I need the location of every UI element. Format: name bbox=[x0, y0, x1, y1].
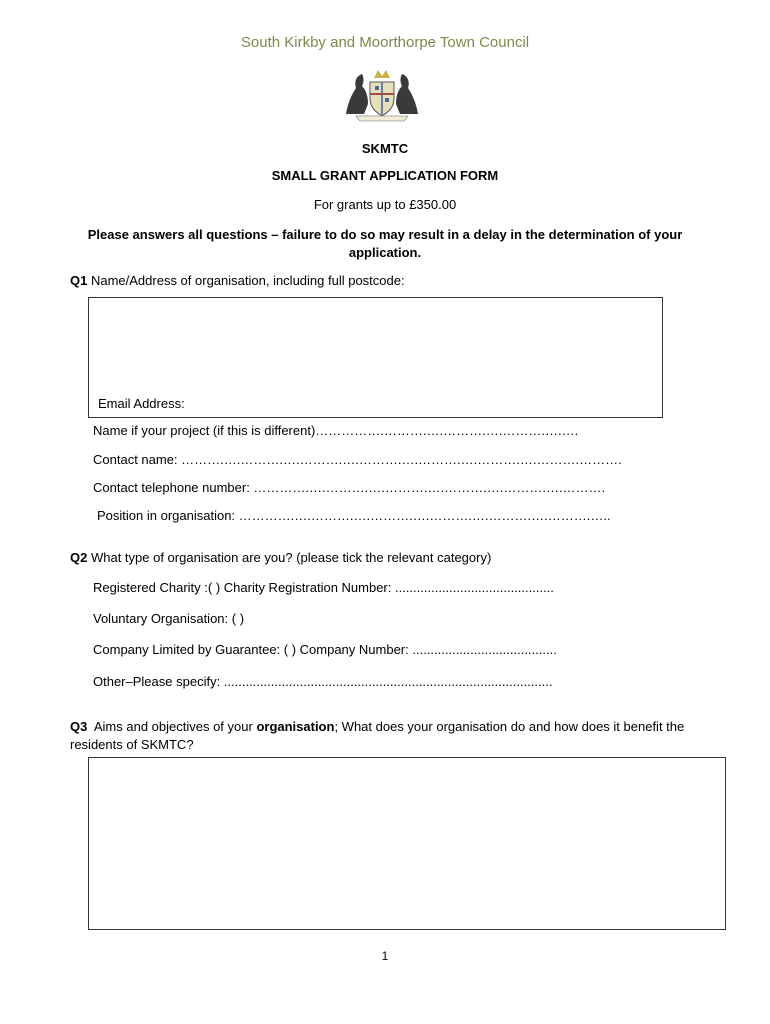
company-guarantee-line[interactable]: Company Limited by Guarantee: ( ) Company Number: ........................................ bbox=[93, 642, 557, 657]
q3-text-after: ; What does your organisation do and how does it benefit the residents of SKMTC? bbox=[70, 719, 685, 752]
grant-limit: For grants up to £350.00 bbox=[313, 197, 457, 212]
q1-address-box[interactable] bbox=[88, 297, 663, 418]
q3-text-before: Aims and objectives of your bbox=[93, 719, 257, 734]
q2-number: Q2 bbox=[70, 550, 88, 565]
other-specify-line[interactable]: Other–Please specify: ........................................................................................... bbox=[93, 674, 553, 689]
q1-question bbox=[70, 273, 405, 288]
position-line[interactable]: Position in organisation: ………….….……….….……….….……….….……….….……….….. bbox=[97, 508, 611, 523]
registered-charity-line[interactable]: Registered Charity :( ) Charity Registration Number: ............................................ bbox=[93, 580, 554, 595]
page-number: 1 bbox=[381, 949, 389, 963]
voluntary-organisation-line[interactable]: Voluntary Organisation: ( ) bbox=[93, 611, 245, 626]
q1-number: Q1 bbox=[70, 273, 88, 288]
q1-text: Name/Address of organisation, including full postcode: bbox=[90, 273, 405, 288]
email-label: Email Address: bbox=[98, 396, 185, 411]
q3-answer-box[interactable] bbox=[88, 757, 726, 930]
instruction-notice: Please answers all questions – failure to do so may result in a delay in the determination of your application. bbox=[87, 227, 683, 260]
council-name: South Kirkby and Moorthorpe Town Council bbox=[240, 34, 530, 51]
project-name-line[interactable]: Name if your project (if this is different)…………….……….….……….….……….….…. bbox=[93, 423, 579, 438]
council-crest-logo bbox=[342, 64, 422, 124]
q2-text: What type of organisation are you? (please tick the relevant category) bbox=[90, 550, 492, 565]
contact-phone-line[interactable]: Contact telephone number: ………….….……….….……….….……….….……….….………. bbox=[93, 480, 606, 495]
q3-text-bold: organisation bbox=[256, 719, 335, 734]
q3-question bbox=[70, 718, 730, 754]
form-abbrev: SKMTC bbox=[361, 141, 409, 156]
q3-number: Q3 bbox=[70, 719, 88, 734]
q2-question bbox=[70, 550, 491, 565]
contact-name-line[interactable]: Contact name: ……….….……….….……….….……….….……….….……….….……….………. bbox=[93, 452, 622, 467]
form-title: SMALL GRANT APPLICATION FORM bbox=[271, 168, 499, 183]
